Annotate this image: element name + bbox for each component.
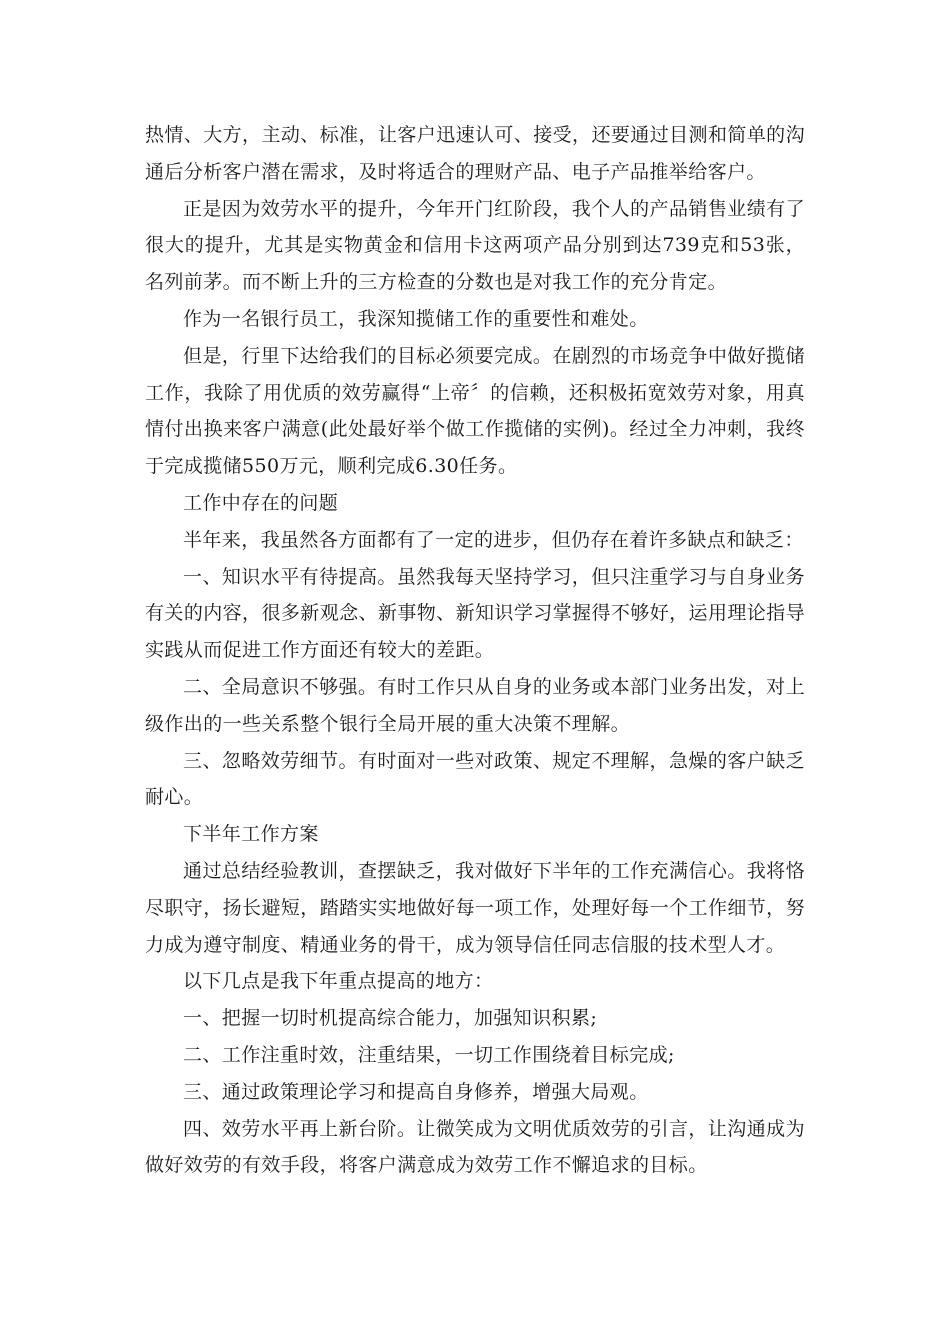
paragraph-problems-intro: 半年来，我虽然各方面都有了一定的进步，但仍存在着许多缺点和缺乏： bbox=[183, 528, 804, 551]
paragraph-plan-point-3: 三、通过政策理论学习和提高自身修养，增强大局观。 bbox=[183, 1080, 649, 1103]
paragraph-plan-intro: 通过总结经验教训，查摆缺乏，我对做好下半年的工作充满信心。我将恪尽职守，扬长避短，踏踏实实地做好每一项工作，处理好每一个工作细节，努力成为遵守制度、精通业务的骨干，成为领导信任同志信服的技术型人才。 bbox=[145, 859, 805, 956]
section-heading-problems: 工作中存在的问题 bbox=[183, 491, 339, 514]
paragraph-problem-knowledge: 一、知识水平有待提高。虽然我每天坚持学习，但只注重学习与自身业务有关的内容，很多新观念、新事物、新知识学习掌握得不够好，运用理论指导实践从而促进工作方面还有较大的差距。 bbox=[145, 565, 805, 662]
paragraph-plan-point-1: 一、把握一切时机提高综合能力，加强知识积累; bbox=[183, 1007, 598, 1030]
paragraph-problem-overall: 二、全局意识不够强。有时工作只从自身的业务或本部门业务出发，对上级作出的一些关系整个银行全局开展的重大决策不理解。 bbox=[145, 675, 805, 735]
paragraph-problem-details: 三、忽略效劳细节。有时面对一些对政策、规定不理解，急燥的客户缺乏耐心。 bbox=[145, 749, 805, 809]
paragraph-deposit-target: 但是，行里下达给我们的目标必须要完成。在剧烈的市场竞争中做好揽储工作，我除了用优质的效劳赢得“上帝〞的信赖，还积极拓宽效劳对象，用真情付出换来客户满意(此处最好举个做工作揽储的实例)。经过全力冲刺，我终于完成揽储550万元，顺利完成6.30任务。 bbox=[145, 344, 805, 478]
paragraph-continuation: 热情、大方，主动、标准，让客户迅速认可、接受，还要通过目测和简单的沟通后分析客户潜在需求，及时将适合的理财产品、电子产品推举给客户。 bbox=[145, 124, 805, 183]
paragraph-plan-points-intro: 以下几点是我下年重点提高的地方： bbox=[183, 970, 494, 993]
paragraph-plan-point-2: 二、工作注重时效，注重结果，一切工作围绕着目标完成; bbox=[183, 1043, 675, 1066]
paragraph-deposit-importance: 作为一名银行员工，我深知揽储工作的重要性和难处。 bbox=[183, 307, 649, 330]
paragraph-service-improvement: 正是因为效劳水平的提升，今年开门红阶段，我个人的产品销售业绩有了很大的提升，尤其是实物黄金和信用卡这两项产品分别到达739克和53张，名列前茅。而不断上升的三方检查的分数也是对我工作的充分肯定。 bbox=[145, 197, 805, 294]
section-heading-plan: 下半年工作方案 bbox=[183, 823, 319, 846]
document-body bbox=[145, 117, 805, 1184]
paragraph-plan-point-4: 四、效劳水平再上新台阶。让微笑成为文明优质效劳的引言，让沟通成为做好效劳的有效手段，将客户满意成为效劳工作不懈追求的目标。 bbox=[145, 1117, 805, 1177]
